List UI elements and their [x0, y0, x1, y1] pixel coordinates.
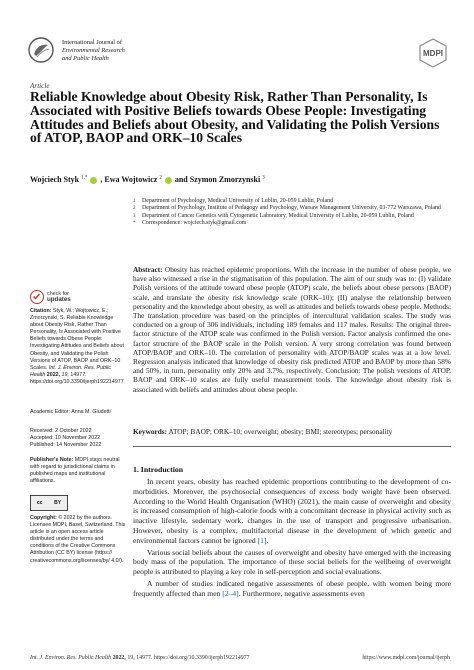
- affiliations: [133, 198, 453, 227]
- academic-editor: Academic Editor: Anna M. Giudetti: [30, 409, 111, 415]
- affiliation-item: [133, 220, 453, 227]
- citation-block: [30, 308, 126, 386]
- article-title: Reliable Knowledge about Obesity Risk, Rather Than Personality, Is Associated with Positive Beliefs towards Obese People: Investigating Attitudes and Beliefs about Obesity, and Validating the Polish Versions of ATOP, BAOP and ORK–10 Scales: [30, 89, 440, 146]
- published-date: Published: 14 November 2022: [30, 442, 102, 449]
- article-type: Article: [30, 82, 50, 90]
- author-2-affil: 2: [159, 175, 162, 181]
- section-heading: 1. Introduction: [133, 465, 184, 474]
- keywords-text: ATOP; BAOP; ORK–10; overweight; obesity; BMI; stereotypes; personality: [168, 427, 393, 436]
- correspondence-email[interactable]: Correspondence: wojciech.styk@gmail.com: [142, 219, 247, 226]
- publisher-note-text: MDPI stays neutral with regard to jurisdictional claims in published maps and institutional affiliations.: [30, 457, 120, 485]
- cc-label: cc: [36, 500, 43, 506]
- copyright-block: [30, 515, 126, 565]
- affiliation-item: [133, 213, 453, 220]
- paragraph: A number of studies indicated negative assessments of obese people, with women being more frequently affected than men [2–4]. Furthermore, negative assessments even: [133, 578, 451, 598]
- author-2[interactable]: , Ewa Wojtowicz: [100, 175, 158, 184]
- publisher-note: [30, 457, 126, 485]
- citation-doi-link[interactable]: 14977. https://doi.org/10.3390/ijerph192214977: [30, 371, 124, 385]
- abstract-text: Obesity has reached epidemic proportions. With the increase in the number of obese people, we have also witnessed a rise in the stigmatisation of this population. The aim of our study was to: (I) validate Polish versions of the attitude toward obese people (ATOP) scale, the beliefs about obese persons (BAOP) scale, and translate the obesity risk knowledge scale (ORK–10); (II) analyse the relationship between personality and the knowledge about obesity, as well as attitudes and beliefs towards obese people. Methods: The translation procedure was based on the principles of intercultural validation scales. The study was conducted on a group of 306 individuals, including 189 females and 117 males. Results: The original three-factor structure of the ATOP scale was confirmed in the Polish version. Factor analysis confirmed the one-factor structure of the BAOP scale in the Polish version. A very strong correlation was found between ATOP/BAOP and ORK–10. The correlation of personality with ATOP/BAOP scales was at a low level. Regression analysis indicated that knowledge of obesity risk predicted ATOP and BAOP by more than 58% and 50%, in turn, personality only 20% and 3.7%, respectively. Conclusion: The polish versions of ATOP, BAOP and ORK–10 scales are fully useful measurement tools. The knowledge about obesity risk is associated with beliefs and attitudes about obese people.: [133, 265, 451, 394]
- section-divider: [133, 446, 451, 447]
- author-list: [30, 175, 265, 184]
- footer-journal-link[interactable]: https://www.mdpi.com/journal/ijerph: [362, 655, 450, 661]
- citation-label: Citation:: [30, 308, 52, 314]
- journal-name-line3: and Public Health: [62, 55, 109, 62]
- page-footer: [30, 655, 450, 661]
- publication-dates: [30, 428, 126, 449]
- abstract-label: Abstract:: [133, 265, 163, 274]
- citation-text: Styk, W.; Wojtowicz, E.; Zmorzynski, S. Reliable Knowledge about Obesity Risk, Rather Than Personality, Is Associated with Positive Beliefs towards Obese People: Investigating Attitudes and Beliefs about Obesity, and Validating the Polish Versions of ATOP, BAOP and ORK–10 Scales.: [30, 308, 124, 371]
- orcid-icon[interactable]: [90, 177, 97, 184]
- citation-link[interactable]: [2–4]: [222, 588, 239, 598]
- mdpi-logo-icon: [418, 38, 448, 68]
- affiliation-number: 3: [133, 213, 136, 219]
- journal-name-line1: International Journal of: [62, 39, 122, 46]
- svg-text:MDPI: MDPI: [423, 49, 443, 58]
- received-date: Received: 2 October 2022: [30, 428, 92, 434]
- accepted-date: Accepted: 10 November 2022: [30, 435, 101, 442]
- orcid-icon[interactable]: [165, 177, 172, 184]
- footer-citation: Int. J. Environ. Res. Public Health 2022, 19, 14977. https://doi.org/10.3390/ijerph192214977: [30, 655, 250, 661]
- keywords: [133, 427, 451, 436]
- author-3[interactable]: and Szymon Zmorzynski: [174, 175, 261, 184]
- citation-link[interactable]: [1]: [257, 535, 267, 545]
- cc-by-license-icon[interactable]: [30, 495, 68, 511]
- copyright-text: © 2022 by the authors. Licensee MDPI, Basel, Switzerland. This article is an open access article distributed under the terms and conditions of the Creative Commons Attribution (CC BY) license (https:// creativecommons.org/licenses/by/ 4.0/).: [30, 515, 126, 564]
- journal-name-line2: Environmental Research: [62, 47, 125, 54]
- affiliation-number: 1: [133, 199, 136, 204]
- check-for-updates-button[interactable]: [30, 290, 71, 304]
- author-1-affil: 1,*: [81, 175, 88, 181]
- check-updates-label: check for updates: [47, 291, 71, 303]
- affiliation-text: Department of Psychology, Medical University of Lublin, 20-059 Lublin, Poland: [142, 198, 334, 204]
- affiliation-item: [133, 205, 453, 212]
- citation-volume: 19,: [61, 371, 69, 378]
- check-updates-icon: [30, 290, 44, 304]
- body-text: [133, 477, 451, 601]
- affiliation-number: 2: [133, 206, 136, 212]
- affiliation-number: *: [133, 220, 136, 226]
- keywords-label: Keywords:: [133, 427, 168, 436]
- affiliation-text: Department of Cancer Genetics with Cytogenetic Laboratory, Medical University of Lublin, 20-059 Lublin, Poland: [142, 212, 414, 219]
- abstract: [133, 265, 451, 394]
- paragraph: In recent years, obesity has reached epidemic proportions contributing to the development of co-morbidities. Moreover, the psychosocial consequences of excess body weight have been observed. According to the World Health Organisation (WHO) (2021), the main cause of overweight and obesity is increased consumption of high-calorie foods with a concomitant decrease in physical activity such as inactive lifestyle, sedentary work, changes in the use of transport and progressive urbanisation. However, obesity is a complex, multifactorial disease in the development of which genetic and environmental factors cannot be ignored [1].: [133, 477, 451, 545]
- author-1[interactable]: Wojciech Styk: [30, 175, 80, 184]
- copyright-label: Copyright:: [30, 515, 57, 521]
- author-3-affil: 3: [262, 175, 265, 181]
- journal-emblem-icon: [28, 37, 54, 63]
- publisher-note-label: Publisher's Note:: [30, 457, 74, 463]
- citation-journal: Int. J. Environ. Res. Public Health: [30, 364, 111, 378]
- by-label: BY: [54, 500, 62, 506]
- paragraph: Various social beliefs about the causes of overweight and obesity have emerged with the increasing body mass of the population. The importance of these social beliefs for the wellbeing of overweight people is attributed to playing a key role in self-perception and social evaluations.: [133, 547, 451, 577]
- citation-year: 2022,: [46, 371, 61, 378]
- affiliation-text: Department of Psychology, Institute of Pedagogy and Psychology, Warsaw Management University, 03-772 Warszawa, Poland: [142, 205, 441, 212]
- journal-name: [62, 39, 125, 63]
